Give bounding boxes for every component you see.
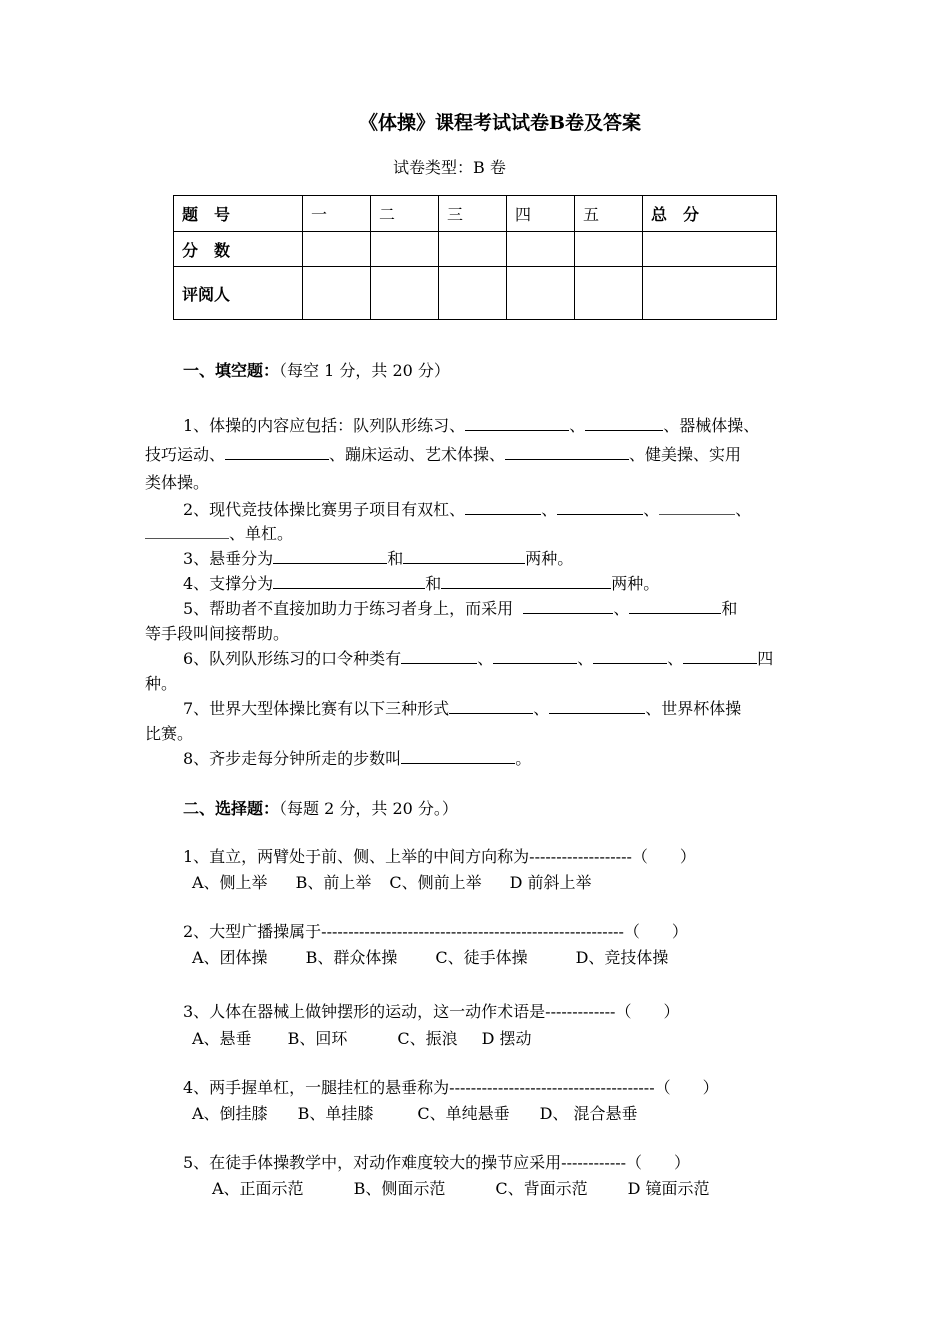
paper-type: 试卷类型：B 卷	[393, 158, 506, 177]
answer-blank[interactable]	[145, 521, 229, 539]
table-cell	[507, 232, 575, 267]
option[interactable]: B、群众体操	[305, 948, 398, 967]
choice-options-5	[212, 1176, 710, 1201]
answer-blank[interactable]	[401, 746, 515, 764]
option[interactable]: A、正面示范	[212, 1179, 304, 1198]
choice-options-1	[192, 870, 592, 895]
answer-blank[interactable]	[585, 413, 663, 431]
question-text: 类体操。	[145, 473, 210, 492]
answer-blank[interactable]	[273, 571, 425, 589]
table-header-cell: 题 号	[174, 196, 303, 232]
table-cell	[371, 232, 439, 267]
answer-blank[interactable]	[493, 646, 577, 664]
question-text: 、	[533, 699, 550, 718]
question-text: 、器械体操、	[663, 416, 760, 435]
answer-blank[interactable]	[273, 546, 387, 564]
table-cell	[371, 267, 439, 320]
answer-blank[interactable]	[523, 596, 613, 614]
score-table	[173, 195, 777, 320]
question-text: 7、世界大型体操比赛有以下三种形式	[183, 699, 450, 718]
option[interactable]: D 摆动	[481, 1029, 532, 1048]
question-text: 、	[643, 500, 660, 519]
question-text: 、	[577, 649, 594, 668]
option[interactable]: D 前斜上举	[509, 873, 592, 892]
table-header-cell: 五	[575, 196, 643, 232]
question-text: 、	[569, 416, 586, 435]
section-heading-note: （每题 2 分，共 20 分。）	[279, 799, 458, 818]
question-text: 1、体操的内容应包括：队列队形练习、	[183, 416, 466, 435]
option[interactable]: C、背面示范	[495, 1179, 588, 1198]
option[interactable]: D、 混合悬垂	[539, 1104, 638, 1123]
answer-blank[interactable]	[683, 646, 757, 664]
option[interactable]: B、回环	[287, 1029, 348, 1048]
table-cell	[439, 267, 507, 320]
question-7-line-1	[183, 696, 741, 721]
answer-blank[interactable]	[557, 497, 643, 515]
answer-blank[interactable]	[465, 497, 541, 515]
option[interactable]: C、振浪	[397, 1029, 458, 1048]
table-row	[174, 232, 777, 267]
answer-blank[interactable]	[549, 696, 645, 714]
question-5-line-1	[183, 596, 737, 621]
question-text: 。	[515, 749, 532, 768]
option[interactable]: B、单挂膝	[297, 1104, 374, 1123]
option[interactable]: D、竞技体操	[575, 948, 669, 967]
choice-question-4: 4、两手握单杠，一腿挂杠的悬垂称为--------------------------------------（ ）	[183, 1078, 719, 1097]
question-2-line-2	[145, 521, 293, 546]
table-cell	[507, 267, 575, 320]
table-header-cell: 三	[439, 196, 507, 232]
option[interactable]: C、单纯悬垂	[417, 1104, 510, 1123]
option[interactable]: A、悬垂	[192, 1029, 252, 1048]
section-heading-fill	[183, 358, 450, 381]
question-text: 和	[425, 574, 442, 593]
question-text: 5、帮助者不直接加助力于练习者身上，而采用	[183, 599, 514, 618]
answer-blank[interactable]	[505, 442, 629, 460]
question-text: 6、队列队形练习的口令种类有	[183, 649, 402, 668]
answer-blank[interactable]	[659, 497, 735, 515]
question-6-line-1	[183, 646, 773, 671]
option[interactable]: C、徒手体操	[435, 948, 528, 967]
option[interactable]: A、团体操	[192, 948, 268, 967]
choice-options-2	[192, 945, 668, 970]
question-5-line-2	[145, 621, 289, 646]
question-3	[183, 546, 573, 571]
option[interactable]: D 镜面示范	[627, 1179, 710, 1198]
question-text: 、世界杯体操	[645, 699, 742, 718]
question-text: 8、齐步走每分钟所走的步数叫	[183, 749, 402, 768]
table-cell	[643, 232, 777, 267]
page-title: 《体操》课程考试试卷B卷及答案	[358, 112, 642, 134]
table-row-label: 分 数	[174, 232, 303, 267]
question-text: 技巧运动、	[145, 445, 226, 464]
question-1-line-3	[145, 470, 209, 495]
option[interactable]: C、侧前上举	[389, 873, 482, 892]
question-text: 种。	[145, 674, 178, 693]
option[interactable]: B、侧面示范	[353, 1179, 446, 1198]
question-text: 和	[387, 549, 404, 568]
table-cell	[575, 232, 643, 267]
table-cell	[575, 267, 643, 320]
answer-blank[interactable]	[449, 696, 533, 714]
table-header-cell: 二	[371, 196, 439, 232]
answer-blank[interactable]	[225, 442, 329, 460]
answer-blank[interactable]	[593, 646, 667, 664]
table-cell	[303, 232, 371, 267]
section-heading-label: 二、选择题：	[183, 799, 280, 818]
question-8	[183, 746, 531, 771]
choice-question-1: 1、直立，两臂处于前、侧、上举的中间方向称为-------------------（ ）	[183, 847, 696, 866]
option[interactable]: B、前上举	[295, 873, 372, 892]
question-text: 两种。	[525, 549, 574, 568]
question-text: 2、现代竞技体操比赛男子项目有双杠、	[183, 500, 466, 519]
table-cell	[303, 267, 371, 320]
answer-blank[interactable]	[403, 546, 525, 564]
question-text: 、	[477, 649, 494, 668]
question-6-line-2	[145, 671, 177, 696]
answer-blank[interactable]	[465, 413, 569, 431]
table-row	[174, 267, 777, 320]
table-header-cell: 总 分	[643, 196, 777, 232]
choice-options-3	[192, 1026, 532, 1051]
question-1-line-1	[183, 413, 759, 438]
choice-options-4	[192, 1101, 638, 1126]
question-text: 、	[735, 500, 752, 519]
option[interactable]: A、侧上举	[192, 873, 268, 892]
table-cell	[439, 232, 507, 267]
question-text: 3、悬垂分为	[183, 549, 274, 568]
table-header-cell: 四	[507, 196, 575, 232]
choice-question-2: 2、大型广播操属于--------------------------------------------------------（ ）	[183, 922, 688, 941]
table-cell	[643, 267, 777, 320]
question-text: 、健美操、实用	[629, 445, 742, 464]
question-text: 等手段叫间接帮助。	[145, 624, 290, 643]
choice-question-3: 3、人体在器械上做钟摆形的运动，这一动作术语是-------------（ ）	[183, 1002, 680, 1021]
table-row-label: 评阅人	[174, 267, 303, 320]
question-text: 4、支撑分为	[183, 574, 274, 593]
question-text: 四	[757, 649, 774, 668]
question-text: 、	[613, 599, 630, 618]
question-text: 、	[541, 500, 558, 519]
table-header-cell: 一	[303, 196, 371, 232]
question-2-line-1	[183, 497, 751, 522]
question-text: 、蹦床运动、艺术体操、	[329, 445, 506, 464]
answer-blank[interactable]	[401, 646, 477, 664]
section-heading-label: 一、填空题：	[183, 361, 280, 380]
section-heading-note: （每空 1 分，共 20 分）	[279, 361, 450, 380]
answer-blank[interactable]	[629, 596, 721, 614]
question-text: 和	[721, 599, 738, 618]
question-text: 比赛。	[145, 724, 194, 743]
option[interactable]: A、倒挂膝	[192, 1104, 268, 1123]
answer-blank[interactable]	[441, 571, 611, 589]
question-1-line-2	[145, 442, 741, 467]
choice-question-5: 5、在徒手体操教学中，对动作难度较大的操节应采用------------（ ）	[183, 1153, 691, 1172]
question-text: 两种。	[611, 574, 660, 593]
question-4	[183, 571, 659, 596]
question-text: 、	[667, 649, 684, 668]
score-table-header-row	[174, 196, 777, 232]
question-text: 、单杠。	[229, 524, 294, 543]
section-heading-choice	[183, 796, 458, 819]
question-7-line-2	[145, 721, 193, 746]
